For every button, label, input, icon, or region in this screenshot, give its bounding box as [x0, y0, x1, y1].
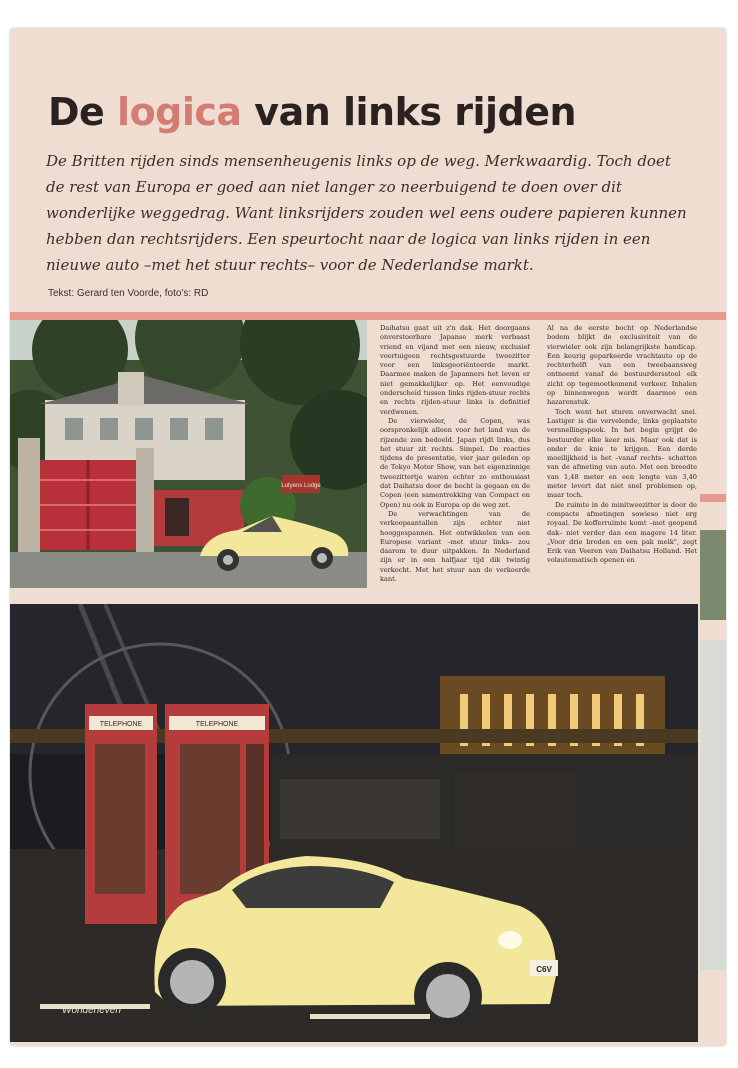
license-plate-text: C6V	[536, 965, 552, 974]
article-column-1	[380, 324, 530, 594]
title-part-1: De	[48, 90, 118, 134]
next-page-edge-photo	[700, 530, 726, 620]
lodge-gate-photo	[10, 320, 367, 588]
lodge-gate-illustration	[10, 320, 367, 588]
london-night-illustration	[10, 604, 698, 1042]
booth-sign-text: TELEPHONE	[99, 721, 143, 728]
lodge-sign-text: Lutyens Lodge	[281, 483, 321, 489]
paragraph: Toch went het sturen onverwacht snel. Lastiger is die vervelende, links geplaatste versnellingspook. In het begin grijpt de bestuurder elke keer mis. Maar ook dat is onder de knie te krijgen. Een derde moeilijkheid is het –vanaf rechts– schatten van de afmeting van auto. Met een breedte van 1,48 meter en een lengte van 3,40 meter levert dat niet snel problemen op, maar toch.	[547, 407, 697, 500]
next-page-edge-photo-lower	[700, 640, 726, 970]
section-rule	[10, 312, 726, 320]
next-page-edge-top	[700, 494, 726, 502]
intro-lead: De Britten rijden sinds mensenheugenis links op de weg. Merkwaardig. Toch doet de rest van Europa er goed aan niet langer zo neerbuigend te doen over dit wonderlijke weggedrag. Want linksrijders zouden wel eens oudere papieren kunnen hebben dan rechtsrijders. Een speurtocht naar de logica van links rijden in een nieuwe auto –met het stuur rechts– voor de Nederlandse markt.	[46, 152, 687, 274]
night-telephone-booth-photo	[10, 604, 698, 1042]
article-column-2	[547, 324, 697, 594]
booth-sign-text: TELEPHONE	[195, 721, 239, 728]
paragraph: Daihatsu gaat uit z'n dak. Het doorgaans onverstoorbare Japanse merk verbaast vriend en vijand met een nieuw, exclusief voertuigeen rechtsgestuurde tweezitter voor een linksgeoriënteerde markt. Daarmee maken de Japanners het leven er niet gemakkelijker op. Het eenvoudige onderscheid tussen links rijden-stuur rechts en rechts rijden-stuur links is definitief verdwenen.	[380, 324, 530, 416]
paragraph: De verwachtingen van de verkoopaantallen zijn echter niet hooggespannen. Het ontwikkelen van een Europese variant –met stuur links– zou daarom te duur uitpakken. In Nederland zijn er in een halfjaar tijd dik twintig verkocht. Met het stuur aan de verkeerde kant.	[380, 509, 530, 584]
paragraph: Al na de eerste bocht op Nederlandse bodem blijkt de exclusiviteit van de vierwieler ook zijn belangrijkste handicap. Een keurig geparkeerde vrachtauto op de rechterhelft van een tweebaansweg ontneemt vanaf de bestuurdersstoel elk zicht op tegemoetkomend verkeer. Inhalen op binnenwegen wordt daarmee een hazarenstuk.	[547, 324, 697, 407]
title-part-2: van links rijden	[241, 90, 577, 134]
paragraph: De ruimte in de minitweezitter is door de compacte afmetingen sowieso niet erg royaal. De kofferruimte komt –met geopend dak– niet verder dan een magere 14 liter. „Voor drie broden en een pak melk", zegt Erik van Veeren van Daihatsu Holland. Het volautomatisch openen en	[547, 500, 697, 565]
publication-footer: Wonderleven	[62, 1005, 121, 1016]
title-accent-word: logica	[117, 90, 242, 134]
article-credits: Tekst: Gerard ten Voorde, foto's: RD	[48, 288, 209, 299]
page-title	[48, 90, 576, 134]
paragraph: De vierwieler, de Copen, was oorspronkelijk alleen voor het land van de rijzende zon bedoeld. Japan rijdt links, dus het stuur zit rechts. Simpel. De reacties tijdens de presentatie, vier jaar geleden op de Tokyo Motor Show, van het eigenzinnige tweezittertje waren echter zo enthousiast dat Daihatsu door de bocht is gegaan en de Copen (een samentrekking van Compact en Open) nu ook in Europa op de weg zet.	[380, 416, 530, 509]
